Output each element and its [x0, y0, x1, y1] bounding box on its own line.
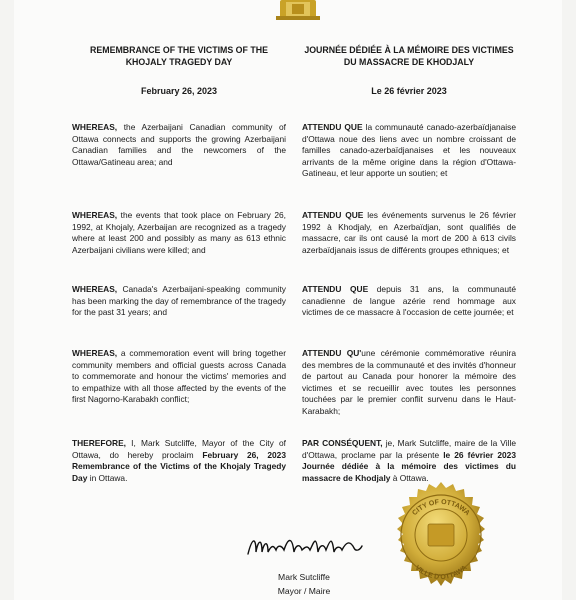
french-p5-bold: le 26 février 2023 Journée dédiée à la mémoire des victimes du massacre de Khodjaly: [302, 449, 516, 483]
english-title: REMEMBRANCE OF THE VICTIMS OF THE KHOJALY TRAGEDY DAY: [90, 45, 268, 67]
french-p5-text: je, Mark Sutcliffe, maire de la Ville d'Ottawa, proclame par la présente: [302, 438, 516, 460]
english-p5-bold: February 26, 2023 Remembrance of the Victims of the Khojaly Tragedy Day: [72, 449, 286, 483]
french-p1-lead: ATTENDU QUE: [302, 122, 363, 132]
english-p5-end: in Ottawa.: [87, 472, 128, 483]
city-gold-seal-icon: [382, 480, 500, 598]
english-p2-lead: WHEREAS,: [72, 210, 118, 220]
french-p2-lead: ATTENDU QUE: [302, 210, 364, 220]
french-title: JOURNÉE DÉDIÉE À LA MÉMOIRE DES VICTIMES DU MASSACRE DE KHODJALY: [304, 45, 514, 67]
french-p3-text: depuis 31 ans, la communauté canadienne de langue azérie rend hommage aux victimes de ce massacre à l'occasion de cette journée; et: [302, 284, 516, 318]
english-paragraph-2: [72, 210, 286, 256]
proclamation-page: [14, 0, 562, 600]
french-p4-text: une cérémonie commémorative réunira des membres de la communauté et des invités d'honneur de partout au Canada pour honorer la mémoire des victimes et se recueillir avec toutes les personnes touchées par le premier conflit survenu dans le Haut-Karabakh;: [302, 348, 516, 416]
signature-block: [234, 532, 374, 600]
french-paragraph-3: [302, 284, 516, 319]
english-p2-text: the events that took place on February 26, 1992, at Khojaly, Azerbaijan are recognized as a tragedy where at least 200 and possibly as many as 613 ethnic Azerbaijani civilians were killed; and: [72, 210, 286, 255]
french-paragraph-4: [302, 348, 516, 418]
french-p3-lead: ATTENDU QUE: [302, 284, 369, 294]
english-column: [72, 44, 286, 483]
french-p1-text: la communauté canado-azerbaïdjanaise d'Ottawa noue des liens avec un nombre croissant de familles canado-azerbaïdjanaises et les nouveaux arrivants de la même origine dans la région d'Ottawa-Gatineau, et leur apporte un soutien; et: [302, 122, 516, 179]
french-paragraph-5: [302, 438, 516, 484]
english-paragraph-5: [72, 438, 286, 484]
city-crest-icon: [276, 0, 320, 22]
french-p5-lead: PAR CONSÉQUENT,: [302, 438, 383, 448]
handwritten-signature: [244, 532, 364, 560]
french-column: [302, 44, 516, 483]
english-p3-text: Canada's Azerbaijani-speaking community has been marking the day of remembrance of the tragedy for the past 31 years; and: [72, 284, 286, 318]
english-p1-text: the Azerbaijani Canadian community of Ottawa connects and supports the growing Azerbaijani Canadian families and the newcomers of the Ottawa/Gatineau area; and: [72, 122, 286, 167]
english-p4-text: a commemoration event will bring together community members and official guests across Canada to commemorate and honour the victims' memories and to empathize with all those affected by the events of the first Nagorno-Karabakh conflict;: [72, 348, 286, 405]
english-p5-lead: THEREFORE,: [72, 438, 126, 448]
french-p2-text: les événements survenus le 26 février 1992 à Khodjaly, en Azerbaïdjan, sont qualifiés de massacre, car ils ont causé la mort de 200 à 613 civils azerbaïdjanais issus de différents groupes ethniques; et: [302, 210, 516, 255]
english-date: February 26, 2023: [140, 86, 218, 96]
french-date: Le 26 février 2023: [371, 86, 447, 96]
english-paragraph-3: [72, 284, 286, 319]
english-paragraph-1: [72, 122, 286, 168]
english-p1-lead: WHEREAS,: [72, 122, 118, 132]
english-p4-lead: WHEREAS,: [72, 348, 118, 358]
french-p5-end: à Ottawa.: [390, 472, 429, 483]
seal-text-top: CITY OF OTTAWA: [411, 498, 471, 518]
french-p4-lead: ATTENDU QU': [302, 348, 362, 358]
french-paragraph-2: [302, 210, 516, 256]
seal-text-bottom: VILLE D'OTTAWA: [413, 564, 469, 582]
signatory-title: Mayor / Maire: [277, 586, 331, 596]
english-paragraph-4: [72, 348, 286, 406]
signatory-name: Mark Sutcliffe: [278, 572, 330, 582]
french-paragraph-1: [302, 122, 516, 180]
english-p3-lead: WHEREAS,: [72, 284, 118, 294]
english-p5-text: I, Mark Sutcliffe, Mayor of the City of Ottawa, do hereby proclaim: [72, 438, 286, 460]
